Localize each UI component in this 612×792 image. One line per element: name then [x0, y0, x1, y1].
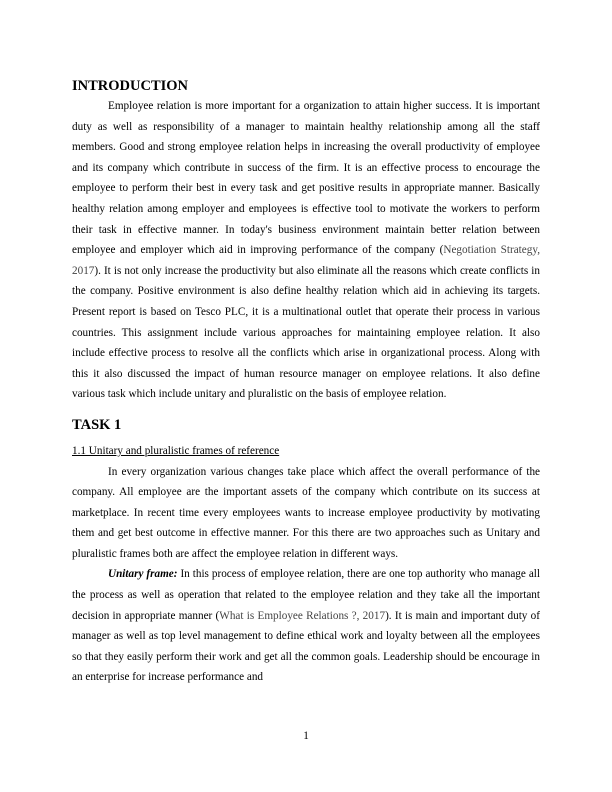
citation-employee-relations: What is Employee Relations ?, 2017: [219, 609, 386, 622]
page-number: 1: [303, 730, 309, 742]
introduction-heading: INTRODUCTION: [72, 78, 189, 94]
unitary-text-part-1: In this process of employee relation, there are one top authority who manage all the process as well as operation that related to the employee relation and they take all the important decision in appropriate manner (: [72, 568, 541, 622]
intro-text-part-2: ). It is not only increase the productivity but also eliminate all the reasons which create conflicts in the company. Positive environment is also define healthy relation which aid in achieving its targets. Present report is based on Tesco PLC, it is a multinational outlet that operate their process in various countries. This assignment include various approaches for maintaining employee relation. It also include effective process to resolve all the conflicts which arise in organizational process. Along with this it also discussed the impact of human resource manager on employee relations. It also define various task which include unitary and pluralistic on the basis of employee relation.: [72, 264, 540, 401]
intro-text-part-1: Employee relation is more important for a organization to attain higher success. It is important duty as well as responsibility of a manager to maintain healthy relationship among all the staff members. Good and strong employee relation helps in increasing the overall productivity of employee and its company which contribute in success of the firm. It is an effective process to encourage the employee to perform their best in every task and get positive results in appropriate manner. Basically healthy relation among employer and employees is effective tool to motivate the workers to perform their task in effective manner. In today's business environment maintain better relation between employee and employer which aid in improving performance of the company (: [72, 100, 540, 257]
unitary-text-part-2: ). It is main and important duty of manager as well as top level management to define ethical work and loyalty between all the employees so that they easily perform their work and get all the common goals. Leadership should be encourage in an enterprise for increase performance and: [72, 609, 540, 684]
unitary-frame-label: Unitary frame:: [108, 568, 178, 581]
page-content: [72, 76, 540, 688]
unitary-frame-paragraph: [72, 564, 540, 688]
section-1-1-title: 1.1 Unitary and pluralistic frames of reference: [72, 444, 280, 457]
task1-heading: TASK 1: [72, 416, 122, 433]
task1-paragraph-1: In every organization various changes take place which affect the overall performance of the company. All employee are the important assets of the company which contribute on its success at marketplace. In recent time every employees wants to increase employee productivity by motivating them and get best outcome in effective manner. For this there are two approaches such as Unitary and pluralistic frames both are affect the employee relation in different ways.: [72, 465, 540, 560]
introduction-paragraph: [72, 96, 540, 405]
citation-negotiation-strategy: Negotiation Strategy, 2017: [72, 244, 540, 277]
